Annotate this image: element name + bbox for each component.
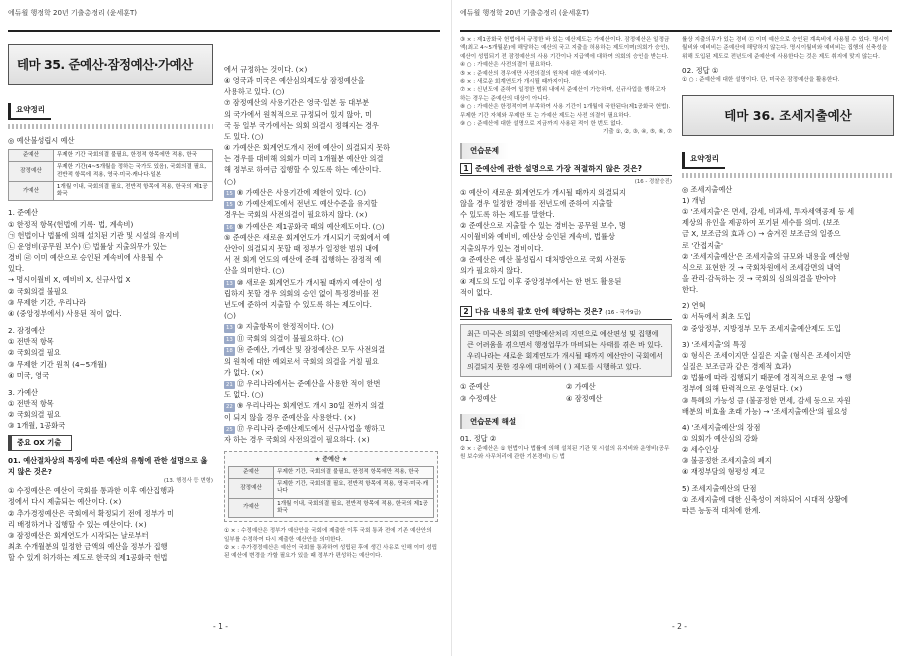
page-number-1: - 1 - <box>213 622 228 631</box>
text-line: 최초 수개월분의 일정한 금액의 예산을 정부가 집행 <box>8 542 168 552</box>
ox-item-text: 도 없다. (○) <box>224 390 264 400</box>
question-title: 준예산에 관한 설명으로 가장 적절하지 않은 것은? <box>475 163 642 173</box>
text-line: 1. 준예산 <box>8 208 38 218</box>
table-cell: 준예산 <box>9 150 54 162</box>
exam-year-badge: 13 <box>226 280 233 287</box>
theme-number: 테마 35. <box>17 57 65 72</box>
page2-right-column <box>682 36 894 516</box>
question-1-options <box>460 187 672 299</box>
ox-item <box>224 310 438 321</box>
text-line: 5) 조세지출예산의 단점 <box>682 483 757 493</box>
text-line: 산을 의미한다. (○) <box>224 266 285 276</box>
exam-year-badge: 25 <box>226 426 233 433</box>
ox-item <box>224 187 438 198</box>
text-line: 3. 가예산 <box>8 387 38 397</box>
page-header-1: 에듀윌 행정학 20년 기출총정리 (윤세훈T) <box>8 9 137 17</box>
table-cell: 가예산 <box>229 498 274 518</box>
question-01-source: (13. 행정사 등 변형) <box>163 477 213 484</box>
ox-item-text: ⑨ 가예산은 제1공화국 때의 예산제도이다. (○) <box>236 221 385 231</box>
text-line: 한다. <box>682 285 699 295</box>
header-rule-2 <box>460 30 892 32</box>
table-row <box>9 162 213 182</box>
ox-items-a <box>224 64 438 187</box>
ox-item-text: 년도에 준하여 지출할 수 있도록 하는 제도이다. <box>224 300 372 310</box>
ox-item <box>224 356 438 367</box>
ox-item <box>224 198 438 209</box>
theme-number: 테마 36. <box>724 107 775 123</box>
explanation-continued: 률상 지출의무가 있는 경비 ㉢ 이미 예산으로 승인된 계속비에 사용될 수 있다. 명시이월비와 예비비는 준예산에 해당하지 않는다. 명시이월비와 예비비는 집행의 신축성을 위해 도입된 제도로 전년도에 준예산에 사용한다는 것은 제도 취지에 맞지 않는다. <box>682 37 890 60</box>
text-line: 1) 개념 <box>682 195 706 205</box>
ox-item <box>224 423 438 434</box>
page1-left-column <box>8 44 213 563</box>
text-line: ⑧ ○ : 가예산은 한정적이며 부족하여 사용 기간이 1개월에 국한된다(제1공화국 헌법). 무제한 기간 자체와 무제한 또 는 가예산 제도는 사전 의결이 필요하다. <box>460 104 671 119</box>
text-line: 식으로 표현한 것 → 국회차원에서 조세감면의 내역 <box>682 262 841 272</box>
text-line: 있다. <box>8 264 25 274</box>
text-line: 도 있다. (○) <box>224 131 264 141</box>
text-line: ⑦ 잠정예산의 사용기간은 영국·일본 등 대부분 <box>224 98 370 108</box>
quasi-budget-summary-box <box>224 451 438 523</box>
text-line: 금 X, 보조금의 효과 ○) → 숨겨진 보조금의 일종으 <box>682 229 841 239</box>
exam-year-badge: 13 <box>226 325 233 332</box>
text-line: 실질은 보조금과 같은 경제적 효과) <box>682 362 792 372</box>
text-line: 는 경우를 대비해 의회가 미리 1개월분 예산안 의결 <box>224 154 384 164</box>
text-line: ② 국회의결 불필요 <box>8 286 68 296</box>
text-line: ④ 미국, 영국 <box>8 370 50 380</box>
table-cell: 무제한 기간, 국회의결 필요, 전반적 항목에 적용, 영국·미국·캐나다 <box>274 479 434 499</box>
text-line: ② 국회의결 필요 <box>8 410 61 420</box>
section-2-provisional-budget <box>8 325 213 381</box>
ox-item <box>224 333 438 344</box>
ox-item <box>224 378 438 389</box>
text-line: ① 전반적 항목 <box>8 337 54 347</box>
table-row <box>9 181 213 201</box>
summary-box-title: ★ 준예산 ★ <box>314 455 348 463</box>
text-line: ③ 잠정예산은 회계연도가 시작되는 날로부터 <box>8 530 149 540</box>
text-line: 시이월비와 예비비, 예산상 승인된 계속비, 법률상 <box>460 232 615 242</box>
exam-year-badge: 15 <box>226 202 233 209</box>
practice-question-1 <box>460 163 672 177</box>
text-line: 할 수 있게 허가하는 제도로 한국의 제1공화국 헌법 <box>8 553 168 563</box>
ox-item <box>224 321 438 332</box>
page1-right-column <box>224 64 438 561</box>
answer-key: 기출 ①, ②, ③, ④, ⑤, ⑥, ⑦ <box>602 129 672 136</box>
text-line: 2) 연혁 <box>682 301 706 311</box>
text-line: ④ (중앙정부에서) 사용된 적이 없다. <box>8 308 122 318</box>
text-line: ④ 재정부담의 형평성 제고 <box>682 467 765 477</box>
explanation-answer: 01. 정답 ② <box>460 434 497 444</box>
explanation-note-2: ② × : 추가경정예산은 예산이 국회를 통과하여 성립된 후에 생긴 사유로 인해 이미 성립된 예산에 변경을 가할 필요가 있을 때 정부가 편성하는 예산이다. <box>224 544 438 560</box>
budget-type-table <box>8 149 213 201</box>
table-cell: 잠정예산 <box>9 162 54 182</box>
summary-label: 요약정리 <box>682 152 725 169</box>
ox-item-text: 립하지 못할 경우 의회의 승인 없이 특정경비를 전 <box>224 289 379 298</box>
page2-left-column <box>460 36 672 461</box>
text-line: ② 법률에 따라 집행되기 때문에 경직적으로 운영 → 행 <box>682 373 852 383</box>
option: ③ 수정예산 <box>460 393 497 403</box>
text-line: 로 '간접지출' <box>682 240 723 250</box>
ox-item-text: ③ 지출항목이 한정적이다. (○) <box>236 322 334 332</box>
text-line: ③ 특혜의 가능성 큼 (불공정한 면세, 감세 등으로 자원 <box>682 395 851 405</box>
option: ① 준예산 <box>460 382 490 392</box>
text-line: ② 준예산으로 지출할 수 있는 경비는 공무원 보수, 명 <box>460 221 626 231</box>
ox-item-text: ⑩ 새로운 회계연도가 개시될 때까지 예산이 성 <box>236 277 382 287</box>
text-line: ① 한정적 항목(헌법에 기록· 법, 계속비) <box>8 219 134 229</box>
ox-item <box>224 299 438 310</box>
ox-item-text: ⑪ 국회의 의결이 불필요하다. (○) <box>236 333 344 343</box>
ox-item-text: ⑭ 준예산, 가예산 및 잠정예산은 모두 사전의결 <box>236 345 386 355</box>
text-line: ① 서독에서 최초 도입 <box>682 312 751 322</box>
text-line: 에서 규정하는 것이다. (×) <box>224 65 308 74</box>
explanation-text: ② × : 준예산은 ① 헌법이나 법률에 의해 설치된 기관 및 시설의 유지비와 운영비(공무원 보수와 사무처리에 관한 기본경비) ㉡ 법 <box>460 445 670 460</box>
ox-item-text: 자 하는 경우 국회의 사전의결이 필요하다. (×) <box>224 435 370 445</box>
page-header-2: 에듀윌 행정학 20년 기출총정리 (윤세훈T) <box>460 9 589 17</box>
text-line: 국 등 일부 국가에서는 의회 의결시 정해지는 경우 <box>224 120 379 130</box>
exam-year-badge: 18 <box>226 348 233 355</box>
answer-02: 02. 정답 ① <box>682 66 719 76</box>
ox-item-text: ⑨ 우리나라는 회계연도 개시 30일 전까지 의결 <box>236 401 385 411</box>
table-row <box>9 150 213 162</box>
text-line: 산안이 의결되지 못할 때 정부가 일정한 범위 내에 <box>224 244 379 254</box>
question-number-box: 1 <box>460 163 472 174</box>
text-line: ⑦ × : 신년도에 준하여 일정한 범위 내에서 준예산이 가능하며, 신규사업을 행하고자 하는 경우는 준예산의 대상이 아니다. <box>460 87 666 102</box>
text-line: ④ 가예산은 회계연도개시 전에 예산이 의결되지 못하 <box>224 143 390 153</box>
ox-section-label: 중요 OX 기출 <box>8 435 72 450</box>
ox-item <box>224 400 438 411</box>
ox-item <box>224 434 438 445</box>
section-3-temporary-budget <box>8 387 213 432</box>
tax-expenditure-summary <box>682 184 894 516</box>
ox-items-tagged-b <box>224 277 438 446</box>
ox-item <box>224 277 438 288</box>
ox-item <box>224 344 438 355</box>
text-line: 의 국가에서 원칙적으로 규정되어 있지 않아, 미 <box>224 109 372 119</box>
text-line: ⑤ 준예산은 새로운 회계연도가 개시되기 국회에서 예 <box>224 233 390 242</box>
summary-rule <box>8 124 213 129</box>
text-line: → 명시이월비 X, 예비비 X, 신규사업 X <box>8 275 131 285</box>
text-line: 정부에 의해 탄력적으로 운영된다. (×) <box>682 384 803 394</box>
header-rule-1 <box>8 30 440 32</box>
text-line: ① 조세지출에 대한 신축성이 저하되어 시대적 상황에 <box>682 494 848 504</box>
section-1-quasi-budget <box>8 207 213 319</box>
summary-label: 요약정리 <box>8 103 51 120</box>
text-line: 배분의 비효율 초래 가능) → '조세지출예산'의 필요성 <box>682 406 848 416</box>
text-line: ④ ○ : 가예산은 사전의결이 필요하다. <box>460 62 553 69</box>
text-line: ② 세수인상 <box>682 445 719 455</box>
text-line: 사용하고 있다. (○) <box>224 87 285 97</box>
table-cell: 1개월 이내, 국회의결 필요, 전반적 항목에 적용, 한국의 제1공화국 <box>274 498 434 518</box>
theme-title: 준예산·잠정예산·가예산 <box>64 57 193 72</box>
ox-items-tagged-a <box>224 187 438 232</box>
ox-items-b <box>224 232 438 277</box>
question-2-passage: 최근 미국은 의회의 연방예산처리 지연으로 예산편성 및 집행에 큰 어려움을 겪으면서 행정업무가 마비되는 사태를 겪은 바 있다. 우리나라는 새로운 회계연도가 개시될 때까지 예산안이 국회에서 의결되지 못한 경우에 대비하여 ( ) 제도를 시행하고 있다. <box>460 324 672 377</box>
question-01-options <box>8 485 213 563</box>
text-line: ㉡ 운영비(공무원 보수) ㉢ 법률상 지출의무가 있는 <box>8 241 167 251</box>
exam-year-badge: 13 <box>226 336 233 343</box>
text-line: 을 관리·감독하는 것 → 국회의 심의의결을 받아야 <box>682 273 836 283</box>
page-number-2: - 2 - <box>672 622 687 631</box>
text-line: ② 중앙정부, 지방정부 모두 조세지출예산제도 도입 <box>682 323 842 333</box>
text-line: ⑨ ○ : 준예산에 대한 설명으로 지금까지 사용된 적이 한 번도 없다. <box>460 120 623 127</box>
text-line: 지출의무가 있는 경비이다. <box>460 243 544 253</box>
ox-item <box>224 209 438 220</box>
text-line: 않을 경우 일정한 경비를 전년도에 준하여 지출할 <box>460 198 613 208</box>
summary-heading: ◎ 예산불성립시 예산 <box>8 136 75 145</box>
ox-explanations <box>460 36 672 128</box>
table-row <box>229 479 434 499</box>
text-line: ③ × : 제1공화국 헌법에서 규정한 바 있는 예산제도는 가예산이다. 잠정예산은 일정금액(최고 4~5개월분)에 해당하는 예산의 국고 지출을 허용하는 제도이며(의회가 승인), 예산이 성립되기 전 잠정예산의 사용 기간이나 지급액에 대하여 의회의 승인을 받는다. <box>460 37 670 60</box>
text-line: ② 국회의결 필요 <box>8 348 61 358</box>
text-line: 3) '조세지출'의 특징 <box>682 339 747 349</box>
practice-question-2 <box>460 306 672 320</box>
text-line: ① 예산이 새로운 회계연도가 개시될 때까지 의결되지 <box>460 187 626 197</box>
text-line: ㉠ 헌법이나 법률에 의해 설치된 기관 및 시설의 유지비 <box>8 230 180 240</box>
ox-item-text: 의 원칙에 대한 예외로서 국회의 의결을 거칠 필요 <box>224 356 379 366</box>
text-line: 제상의 유인을 제공하여 포기된 세수를 의미. (보조 <box>682 218 840 228</box>
ox-item-text: ⑧ 가예산은 사용기간에 제한이 있다. (○) <box>236 187 367 197</box>
table-cell: 무제한 기간, 국회의결 불필요, 한정적 항목에만 적용, 한국 <box>274 466 434 478</box>
text-line: ② 추가경정예산은 국회에서 확정되기 전에 정부가 미 <box>8 508 174 518</box>
ox-item <box>224 288 438 299</box>
text-line: (○) <box>224 176 236 186</box>
text-line: ① '조세지출'은 면세, 감세, 비과세, 투자세액공제 등 세 <box>682 207 855 217</box>
exam-year-badge: 15 <box>226 190 233 197</box>
question-number-box: 2 <box>460 306 472 317</box>
ox-item-text: ⑦ 가예산제도에서 전년도 예산수준을 유지할 <box>236 199 378 209</box>
question-01: 01. 예산절차상의 특징에 따른 예산의 유형에 관한 설명으로 옳지 않은 것은? <box>8 455 208 476</box>
text-line: 서 전 회계 연도의 예산에 준해 집행하는 잠정적 예 <box>224 255 382 265</box>
text-line: ⑥ × : 새로운 회계연도가 개시될 때까지이다. <box>460 78 571 85</box>
page-gutter <box>451 0 452 656</box>
table-cell: 준예산 <box>229 466 274 478</box>
exam-year-badge: 21 <box>226 381 233 388</box>
question-title: 다음 내용의 괄호 안에 해당하는 것은? <box>475 307 603 317</box>
text-line: 4) '조세지출예산'의 장점 <box>682 422 761 432</box>
theme-title: 조세지출예산 <box>774 107 852 123</box>
text-line: ⑤ × : 준예산의 경우에만 사전의결의 원칙에 대한 예외이다. <box>460 70 607 77</box>
text-line: 수 있도록 하는 제도를 말한다. <box>460 210 555 220</box>
table-row <box>229 466 434 478</box>
ox-item <box>224 221 438 232</box>
text-line: ◎ 조세지출예산 <box>682 184 733 194</box>
text-line: ③ 무제한 기간, 우리나라 <box>8 297 87 307</box>
explanation-section-label: 연습문제 해설 <box>460 414 526 430</box>
table-row <box>229 498 434 518</box>
practice-section-label: 연습문제 <box>460 143 509 159</box>
text-line: ① 전반적 항목 <box>8 398 54 408</box>
ox-item-text: ⑰ 우리나라 준예산제도에서 신규사업을 행하고 <box>236 423 386 433</box>
text-line: ④ 제도의 도입 이후 중앙정부에서는 한 번도 활용된 <box>460 276 622 286</box>
text-line: 리 배정하거나 집행할 수 있는 예산이다. (×) <box>8 519 147 529</box>
answer-02-text: ① ○ : 준예산에 대한 설명이다. 단, 미국은 잠정예산을 활용한다. <box>682 77 840 84</box>
page-1 <box>8 0 448 656</box>
text-line: ④ 영국과 미국은 예산심의제도상 잠정예산을 <box>224 76 365 86</box>
table-cell: 무제한 기간 국회의결 불필요, 한정적 항목에만 적용, 한국 <box>53 150 212 162</box>
question-2-options <box>460 381 672 403</box>
table-cell: 가예산 <box>9 181 54 201</box>
text-line: ① 형식은 조세이지만 실질은 지출 (형식은 조세이지만 <box>682 350 851 360</box>
ox-item-text: (○) <box>224 311 236 321</box>
page-2 <box>460 0 900 656</box>
text-line: 2. 잠정예산 <box>8 326 45 336</box>
ox-item-text: 경우는 국회의 사전의결이 필요하지 않다. (×) <box>224 210 368 220</box>
text-line: 따른 능동적 대처에 한계. <box>682 505 761 515</box>
summary-box-table <box>228 466 434 518</box>
option: ② 가예산 <box>566 382 596 392</box>
text-line: 정에서 다시 제출되는 예산이다. (×) <box>8 497 122 507</box>
text-line: ③ 1개월, 1공화국 <box>8 421 66 431</box>
table-cell: 1개월 이내, 국회의결 필요, 전반적 항목에 적용, 한국의 제1공화국 <box>53 181 212 201</box>
summary-rule <box>682 173 894 178</box>
text-line: 적이 없다. <box>460 288 493 298</box>
exam-year-badge: 22 <box>226 404 233 411</box>
text-line: ② '조세지출예산'은 조세지출의 규모와 내용을 예산형 <box>682 251 850 261</box>
table-cell: 무제한 기간(4~5개월을 정하는 국가도 있음), 국회의결 필요, 전반적 항목에 적용, 영국·미국·캐나다·일본 <box>53 162 212 182</box>
theme-36-title <box>682 95 894 136</box>
text-line: 의가 필요하지 않다. <box>460 265 523 275</box>
ox-item <box>224 412 438 423</box>
ox-item-text: ⑫ 우리나라에서는 준예산을 사용한 적이 한번 <box>236 378 381 388</box>
text-line: ① 수정예산은 예산이 국회를 통과한 이후 예산집행과 <box>8 486 174 496</box>
theme-35-title <box>8 44 213 85</box>
ox-item-text: 이 되지 않을 경우 준예산을 사용한다. (×) <box>224 412 356 422</box>
ox-item <box>224 367 438 378</box>
ox-item <box>224 389 438 400</box>
text-line: 경비 ㉣ 이미 예산으로 승인된 계속비에 사용될 수 <box>8 253 164 263</box>
text-line: ③ 무제한 기간 원칙 (4~5개월) <box>8 359 107 369</box>
exam-year-badge: 16 <box>226 224 233 231</box>
text-line: ③ 준예산은 예산 불성립시 대처방안으로 국회 사전동 <box>460 254 626 264</box>
question-source: (16 - 경찰승진) <box>634 179 672 186</box>
option: ④ 잠정예산 <box>566 393 603 403</box>
text-line: ① 의회가 예산심의 강화 <box>682 434 758 443</box>
ox-item-text: 가 없다. (×) <box>224 367 264 377</box>
text-line: ③ 불공정한 조세지출의 폐지 <box>682 456 772 466</box>
question-source: (16 - 국가9급) <box>605 310 641 317</box>
table-cell: 잠정예산 <box>229 479 274 499</box>
text-line: 해 정부로 하여금 집행할 수 있도록 하는 예산이다. <box>224 165 382 175</box>
explanation-note-1: ① × : 수정예산은 정부가 예산안을 국회에 제출한 이후 국회 통과 전에 기존 예산안의 일부를 수정하여 다시 제출한 예산안을 의미한다. <box>224 528 432 543</box>
